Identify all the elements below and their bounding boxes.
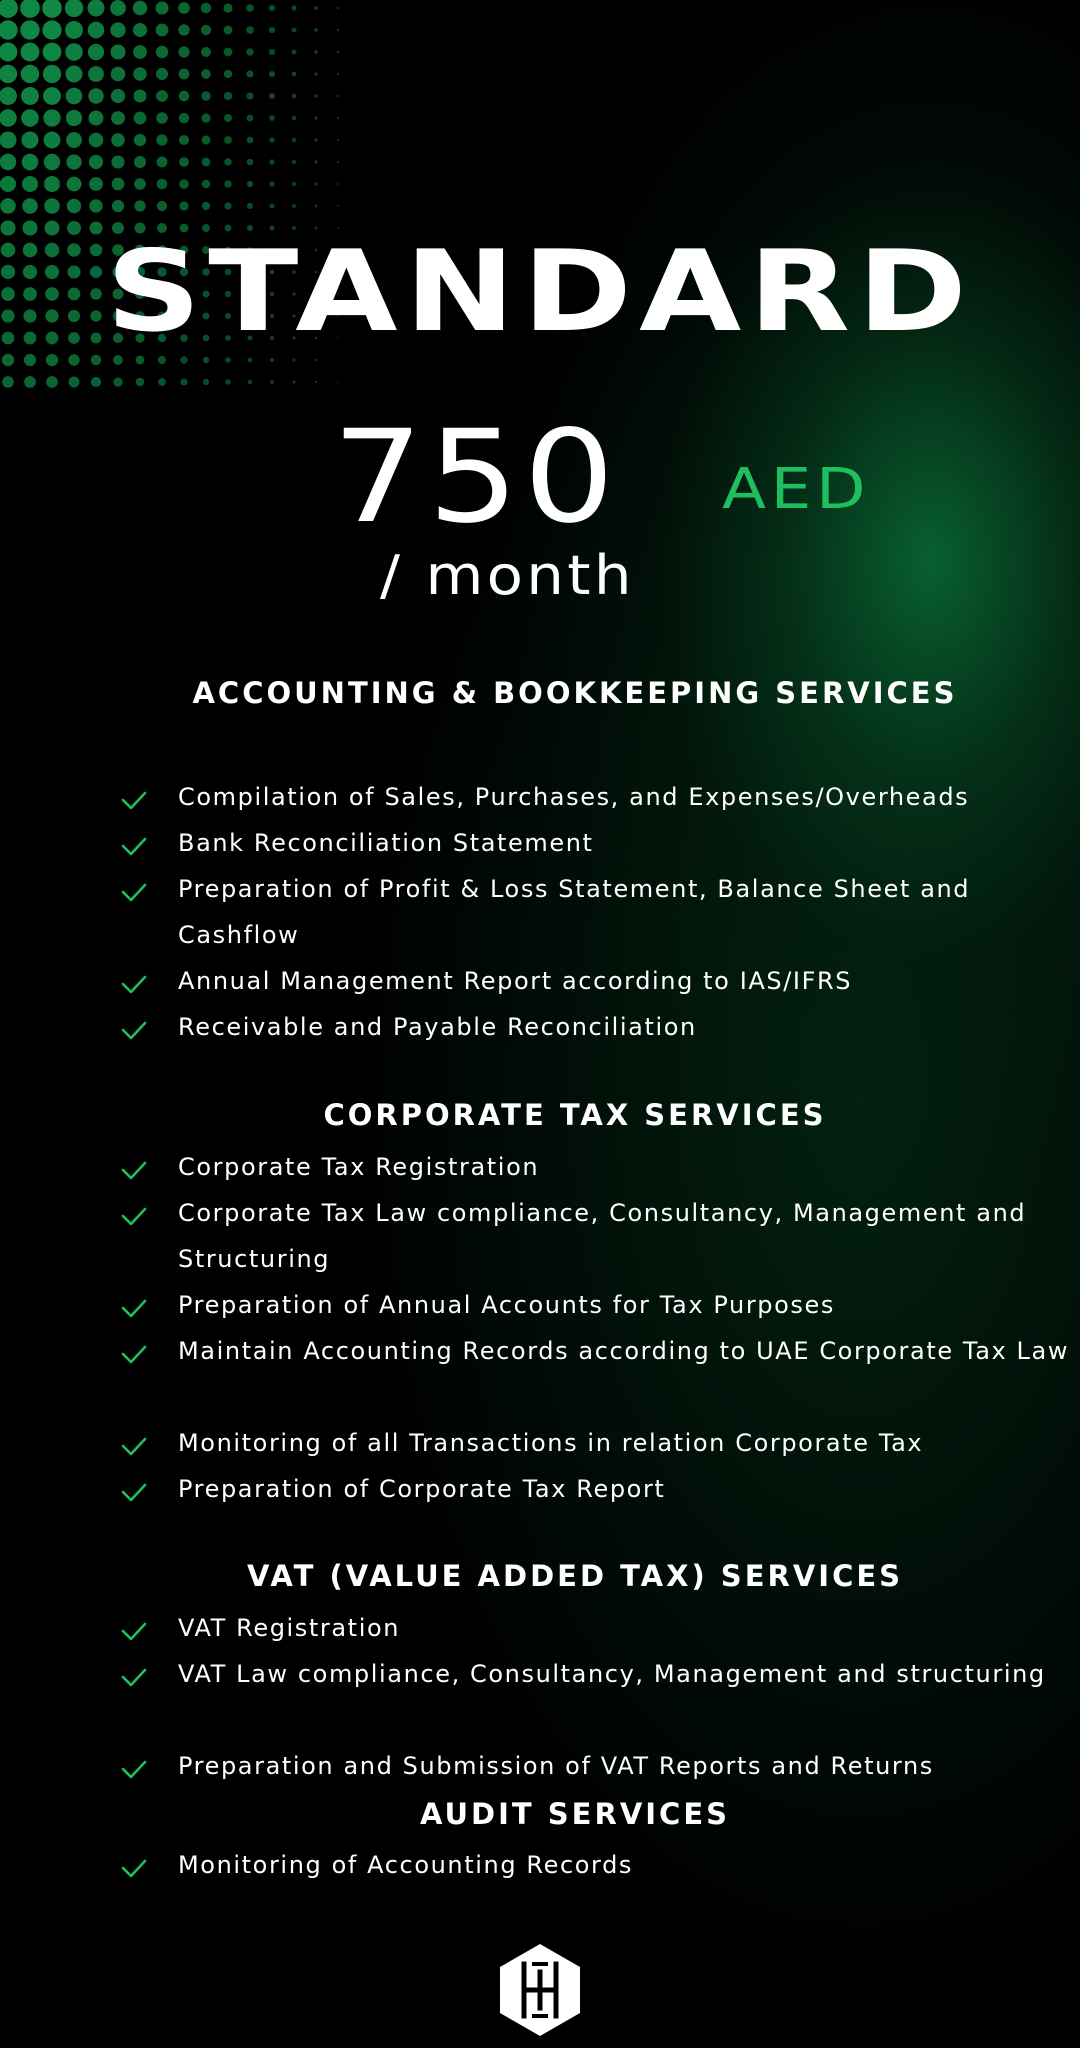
halftone-dot: [314, 6, 318, 10]
halftone-dot: [337, 29, 339, 31]
halftone-dot: [110, 0, 126, 16]
list-item-label: Bank Reconciliation Statement: [178, 829, 594, 857]
plan-title: STANDARD: [105, 227, 975, 357]
halftone-dot: [292, 160, 296, 164]
halftone-dot: [269, 5, 275, 11]
halftone-dot: [247, 181, 253, 187]
halftone-dot: [248, 380, 253, 385]
halftone-dot: [65, 0, 83, 17]
halftone-dot: [42, 0, 62, 18]
halftone-dot: [181, 379, 188, 386]
halftone-dot: [156, 112, 168, 124]
list-item-label: VAT Registration: [178, 1614, 401, 1642]
halftone-dot: [44, 154, 60, 170]
halftone-dot: [246, 48, 253, 55]
halftone-dot: [44, 176, 60, 192]
halftone-dot: [179, 157, 189, 167]
halftone-dot: [269, 159, 274, 164]
halftone-dot: [133, 67, 146, 80]
halftone-dot: [133, 45, 147, 59]
section-title-corporate-tax: CORPORATE TAX SERVICES: [323, 1098, 827, 1132]
halftone-dot: [292, 380, 295, 383]
halftone-dot: [20, 0, 40, 18]
check-icon: [120, 786, 148, 814]
halftone-dot: [291, 27, 296, 32]
check-icon: [120, 1755, 148, 1783]
halftone-dot: [0, 176, 16, 192]
halftone-dot: [156, 90, 168, 102]
halftone-dot: [201, 69, 211, 79]
check-icon: [120, 1663, 148, 1691]
halftone-dot: [88, 66, 104, 82]
halftone-dot: [201, 113, 210, 122]
halftone-dot: [224, 114, 232, 122]
halftone-dot: [91, 377, 101, 387]
check-icon: [120, 1340, 148, 1368]
halftone-dot: [66, 110, 82, 126]
halftone-dot: [201, 25, 211, 35]
halftone-dot: [44, 198, 59, 213]
halftone-dot: [155, 1, 168, 14]
halftone-dot: [292, 138, 296, 142]
halftone-dot: [134, 156, 146, 168]
list-item-label: VAT Law compliance, Consultancy, Management and structuring: [178, 1660, 1046, 1688]
halftone-dot: [269, 137, 275, 143]
halftone-dot: [314, 138, 317, 141]
halftone-dot: [66, 88, 83, 105]
halftone-dot: [22, 154, 39, 171]
halftone-dot: [203, 379, 209, 385]
halftone-dot: [292, 94, 297, 99]
halftone-dot: [133, 23, 147, 37]
halftone-dot: [43, 43, 62, 62]
check-icon: [120, 1478, 148, 1506]
halftone-dot: [89, 199, 102, 212]
section-title-accounting: ACCOUNTING & BOOKKEEPING SERVICES: [192, 676, 958, 710]
halftone-dot: [224, 158, 232, 166]
check-icon: [120, 1202, 148, 1230]
halftone-dot: [337, 95, 339, 97]
check-icon: [120, 1156, 148, 1184]
halftone-dot: [156, 24, 169, 37]
halftone-dot: [110, 22, 125, 37]
halftone-dot: [65, 21, 83, 39]
halftone-dot: [21, 43, 40, 62]
halftone-dot: [292, 50, 297, 55]
halftone-dot: [42, 20, 61, 39]
halftone-dot: [134, 178, 146, 190]
halftone-dot: [112, 200, 124, 212]
halftone-dot: [314, 182, 317, 185]
halftone-dot: [156, 134, 167, 145]
halftone-dot: [21, 65, 39, 83]
check-icon: [120, 1617, 148, 1645]
halftone-dot: [156, 46, 168, 58]
halftone-dot: [111, 155, 124, 168]
list-item-label: Preparation of Annual Accounts for Tax Purposes: [178, 1291, 836, 1319]
halftone-dot: [65, 43, 82, 60]
halftone-dot: [337, 51, 339, 53]
halftone-dot: [20, 20, 39, 39]
halftone-dot: [247, 137, 254, 144]
list-item-label: Receivable and Payable Reconciliation: [178, 1013, 697, 1041]
halftone-dot: [292, 182, 296, 186]
halftone-dot: [246, 70, 253, 77]
halftone-dot: [292, 116, 297, 121]
halftone-dot: [67, 177, 82, 192]
list-item-label: Compilation of Sales, Purchases, and Expenses/Overheads: [178, 783, 970, 811]
halftone-dot: [111, 133, 124, 146]
halftone-dot: [292, 72, 297, 77]
halftone-dot: [224, 180, 231, 187]
halftone-dot: [111, 67, 126, 82]
list-item-label: Maintain Accounting Records according to UAE Corporate Tax Law: [178, 1337, 1070, 1365]
halftone-dot: [0, 109, 17, 126]
halftone-dot: [156, 68, 168, 80]
halftone-dot: [179, 135, 189, 145]
halftone-dot: [111, 45, 126, 60]
halftone-dot: [224, 70, 232, 78]
halftone-dot: [22, 198, 38, 214]
halftone-dot: [224, 48, 233, 57]
halftone-dot: [136, 378, 145, 387]
halftone-dot: [69, 377, 80, 388]
halftone-dot: [269, 115, 275, 121]
halftone-dot: [134, 200, 145, 211]
halftone-dot: [21, 87, 39, 105]
halftone-dot: [246, 92, 253, 99]
halftone-dot: [24, 376, 36, 388]
halftone-dot: [179, 201, 188, 210]
halftone-dot: [0, 132, 17, 149]
halftone-dot: [337, 73, 339, 75]
halftone-dot: [0, 198, 16, 214]
halftone-dot: [111, 89, 125, 103]
halftone-dot: [158, 378, 166, 386]
plan-currency: AED: [722, 457, 871, 522]
halftone-dot: [2, 376, 14, 388]
check-icon: [120, 1854, 148, 1882]
halftone-dot: [157, 179, 168, 190]
plan-period: / month: [380, 544, 635, 607]
list-item-label: Preparation of Corporate Tax Report: [178, 1475, 666, 1503]
halftone-dot: [270, 380, 274, 384]
section-title-vat: VAT (VALUE ADDED TAX) SERVICES: [246, 1559, 904, 1593]
halftone-dot: [0, 87, 17, 105]
halftone-dot: [134, 134, 146, 146]
list-item-label: Corporate Tax Law compliance, Consultancy, Management and Structuring: [178, 1199, 1027, 1273]
halftone-dot: [337, 7, 340, 10]
list-item-label: Annual Management Report according to IAS/IFRS: [178, 967, 853, 995]
company-logo: [496, 1942, 584, 2038]
halftone-dot: [46, 376, 58, 388]
halftone-dot: [201, 91, 210, 100]
halftone-dot: [314, 94, 317, 97]
halftone-dot: [88, 22, 105, 39]
halftone-dot: [43, 65, 61, 83]
halftone-dot: [359, 7, 360, 8]
halftone-dot: [178, 46, 189, 57]
section-title-audit: AUDIT SERVICES: [419, 1797, 731, 1831]
halftone-dot: [314, 116, 317, 119]
halftone-dot: [89, 133, 104, 148]
halftone-dot: [134, 112, 147, 125]
list-item-label: Preparation and Submission of VAT Reports and Returns: [178, 1752, 934, 1780]
halftone-dot: [0, 154, 16, 171]
halftone-dot: [22, 176, 38, 192]
halftone-dot: [179, 69, 190, 80]
halftone-dot: [314, 160, 317, 163]
halftone-dot: [314, 28, 318, 32]
halftone-dot: [113, 377, 122, 386]
halftone-dot: [246, 26, 254, 34]
halftone-dot: [201, 47, 211, 57]
halftone-dot: [178, 24, 189, 35]
check-icon: [120, 970, 148, 998]
halftone-dot: [224, 136, 232, 144]
halftone-dot: [291, 5, 296, 10]
halftone-dot: [65, 65, 82, 82]
halftone-dot: [0, 65, 17, 83]
halftone-dot: [43, 87, 61, 105]
list-item-label: Monitoring of Accounting Records: [178, 1851, 634, 1879]
list-item-label: Monitoring of all Transactions in relation Corporate Tax: [178, 1429, 924, 1457]
halftone-dot: [89, 155, 103, 169]
list-item-label: Corporate Tax Registration: [178, 1153, 540, 1181]
halftone-dot: [66, 154, 81, 169]
halftone-dot: [314, 72, 318, 76]
halftone-dot: [292, 204, 296, 208]
halftone-dot: [89, 177, 103, 191]
halftone-dot: [269, 93, 275, 99]
plan-price: 750: [332, 403, 620, 552]
halftone-dot: [0, 20, 18, 39]
halftone-dot: [202, 158, 211, 167]
halftone-dot: [112, 178, 125, 191]
halftone-dot: [247, 203, 253, 209]
halftone-dot: [337, 161, 339, 163]
halftone-dot: [179, 113, 189, 123]
halftone-dot: [88, 44, 104, 60]
halftone-dot: [88, 110, 103, 125]
check-icon: [120, 1432, 148, 1460]
halftone-dot: [201, 3, 211, 13]
halftone-dot: [179, 179, 189, 189]
halftone-dot: [202, 180, 210, 188]
halftone-dot: [67, 199, 81, 213]
halftone-dot: [269, 71, 275, 77]
halftone-dot: [0, 0, 18, 18]
check-icon: [120, 878, 148, 906]
halftone-dot: [337, 139, 339, 141]
halftone-dot: [178, 2, 190, 14]
halftone-dot: [179, 91, 190, 102]
halftone-dot: [224, 26, 233, 35]
list-item-label: Preparation of Profit & Loss Statement, Balance Sheet and Cashflow: [178, 875, 971, 949]
halftone-dot: [225, 379, 230, 384]
halftone-dot: [269, 27, 275, 33]
halftone-dot: [133, 1, 147, 15]
halftone-dot: [224, 202, 231, 209]
halftone-dot: [111, 111, 125, 125]
halftone-dot: [337, 117, 339, 119]
halftone-dot: [337, 205, 339, 207]
halftone-dot: [87, 0, 104, 17]
halftone-dot: [247, 159, 254, 166]
halftone-dot: [0, 43, 17, 62]
halftone-dot: [202, 136, 211, 145]
halftone-dot: [246, 4, 254, 12]
halftone-dot: [337, 381, 339, 383]
halftone-dot: [202, 202, 210, 210]
halftone-dot: [337, 183, 339, 185]
halftone-dot: [314, 50, 318, 54]
check-icon: [120, 832, 148, 860]
halftone-dot: [157, 201, 167, 211]
halftone-dot: [314, 204, 317, 207]
halftone-dot: [224, 92, 232, 100]
halftone-dot: [157, 157, 168, 168]
halftone-dot: [315, 381, 317, 383]
check-icon: [120, 1294, 148, 1322]
halftone-dot: [269, 181, 274, 186]
halftone-dot: [43, 109, 60, 126]
halftone-dot: [223, 3, 232, 12]
halftone-dot: [133, 89, 146, 102]
halftone-dot: [247, 115, 254, 122]
halftone-dot: [66, 132, 82, 148]
halftone-dot: [44, 132, 61, 149]
halftone-dot: [22, 132, 39, 149]
halftone-dot: [269, 203, 274, 208]
halftone-dot: [269, 49, 275, 55]
check-icon: [120, 1016, 148, 1044]
halftone-dot: [88, 88, 103, 103]
halftone-dot: [21, 109, 38, 126]
